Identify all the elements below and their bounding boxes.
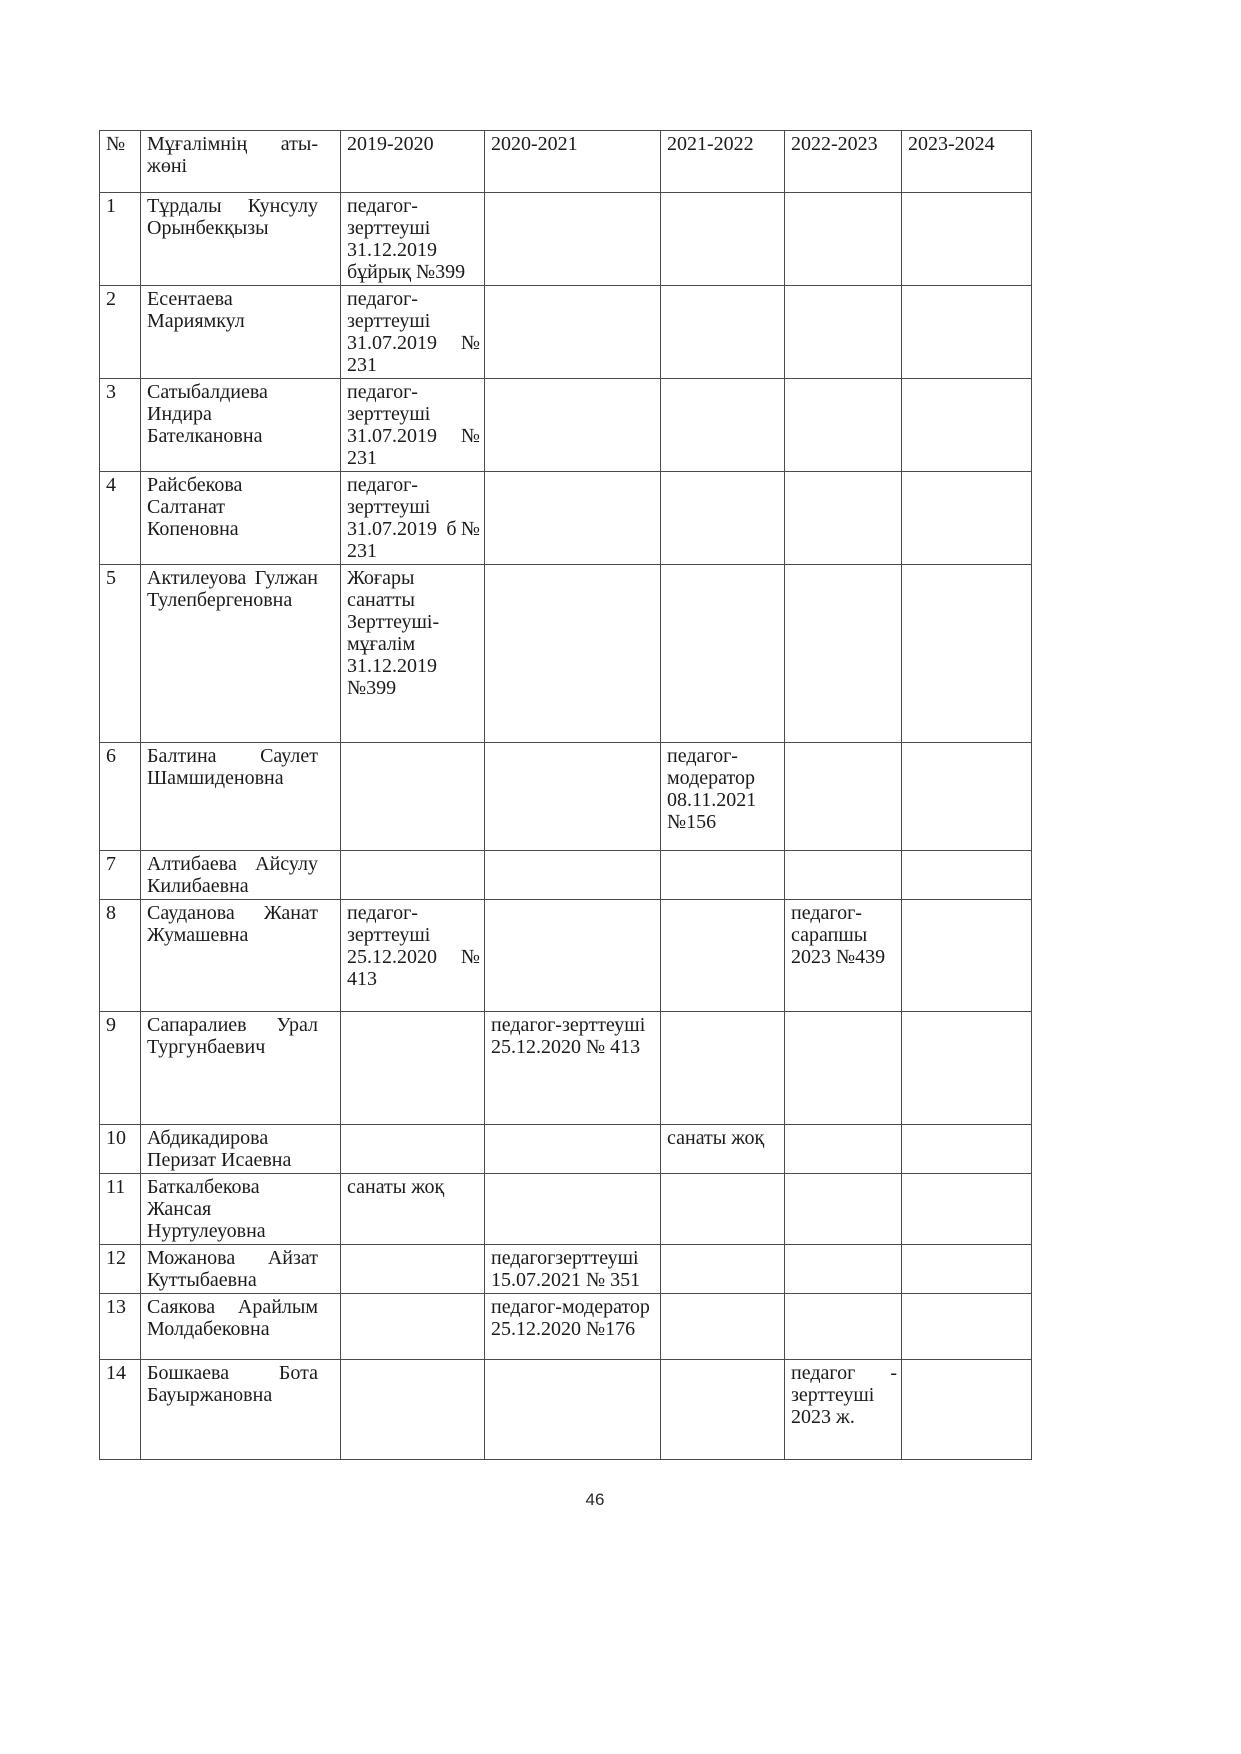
row-number-cell: 14: [100, 1360, 141, 1460]
year-2019-2020-cell: [341, 1294, 485, 1360]
table-row: [100, 472, 1032, 565]
table-row: [100, 193, 1032, 286]
row-number-cell: 4: [100, 472, 141, 565]
table-row: [100, 379, 1032, 472]
year-2022-2023-cell: [785, 1012, 902, 1125]
year-2023-2024-cell: [902, 900, 1032, 1012]
year-2022-2023-cell: [785, 565, 902, 743]
teacher-name-cell: Абдикадирова Перизат Исаевна: [141, 1125, 341, 1174]
row-number-cell: 10: [100, 1125, 141, 1174]
year-2019-2020-cell: [341, 1125, 485, 1174]
year-2019-2020-cell: педагог-зерттеуші 31.07.2019 № 231: [341, 286, 485, 379]
year-2019-2020-cell: Жоғары санатты Зерттеуші-мұғалім 31.12.2019 №399: [341, 565, 485, 743]
table-row: [100, 743, 1032, 851]
teacher-name-cell: Тұрдалы Кунсулу Орынбекқызы: [141, 193, 341, 286]
row-number-cell: 9: [100, 1012, 141, 1125]
year-2021-2022-cell: [661, 565, 785, 743]
table-row: [100, 565, 1032, 743]
year-2022-2023-cell: [785, 1245, 902, 1294]
table-row: [100, 1012, 1032, 1125]
year-2020-2021-cell: [485, 472, 661, 565]
header-cell-teacher-name: Мұғалімнің аты-жөні: [141, 131, 341, 193]
teacher-name-cell: Алтибаева Айсулу Килибаевна: [141, 851, 341, 900]
row-number-cell: 2: [100, 286, 141, 379]
year-2020-2021-cell: [485, 900, 661, 1012]
year-2019-2020-cell: [341, 743, 485, 851]
year-2019-2020-cell: педагог-зерттеуші 31.07.2019 б№ 231: [341, 472, 485, 565]
year-2020-2021-cell: [485, 565, 661, 743]
year-2020-2021-cell: [485, 1174, 661, 1245]
year-2020-2021-cell: педагогзерттеуші 15.07.2021 № 351: [485, 1245, 661, 1294]
year-2023-2024-cell: [902, 1125, 1032, 1174]
row-number-cell: 11: [100, 1174, 141, 1245]
year-2021-2022-cell: [661, 193, 785, 286]
year-2023-2024-cell: [902, 1294, 1032, 1360]
teacher-name-cell: Райсбекова Салтанат Копеновна: [141, 472, 341, 565]
year-2020-2021-cell: [485, 193, 661, 286]
row-number-cell: 3: [100, 379, 141, 472]
row-number-cell: 5: [100, 565, 141, 743]
teacher-name-cell: Балтина Саулет Шамшиденовна: [141, 743, 341, 851]
year-2020-2021-cell: педагог-зерттеуші 25.12.2020 № 413: [485, 1012, 661, 1125]
row-number-cell: 8: [100, 900, 141, 1012]
year-2019-2020-cell: [341, 1360, 485, 1460]
year-2022-2023-cell: [785, 851, 902, 900]
year-2020-2021-cell: [485, 743, 661, 851]
teacher-name-cell: Саякова Арайлым Молдабековна: [141, 1294, 341, 1360]
row-number-cell: 6: [100, 743, 141, 851]
year-2020-2021-cell: [485, 1125, 661, 1174]
row-number-cell: 1: [100, 193, 141, 286]
year-2022-2023-cell: педагог-сарапшы 2023 №439: [785, 900, 902, 1012]
year-2021-2022-cell: [661, 1012, 785, 1125]
year-2023-2024-cell: [902, 472, 1032, 565]
year-2019-2020-cell: педагог-зерттеуші 31.07.2019 № 231: [341, 379, 485, 472]
year-2020-2021-cell: [485, 286, 661, 379]
year-2019-2020-cell: санаты жоқ: [341, 1174, 485, 1245]
table-row: [100, 1174, 1032, 1245]
table-row: [100, 1245, 1032, 1294]
year-2021-2022-cell: [661, 1174, 785, 1245]
year-2023-2024-cell: [902, 565, 1032, 743]
year-2021-2022-cell: педагог-модератор 08.11.2021 №156: [661, 743, 785, 851]
year-2023-2024-cell: [902, 1360, 1032, 1460]
header-cell-2021-2022: 2021-2022: [661, 131, 785, 193]
table-row: [100, 1294, 1032, 1360]
year-2023-2024-cell: [902, 1245, 1032, 1294]
year-2019-2020-cell: [341, 851, 485, 900]
header-cell-2019-2020: 2019-2020: [341, 131, 485, 193]
teacher-name-cell: Актилеуова Гулжан Тулепбергеновна: [141, 565, 341, 743]
year-2021-2022-cell: [661, 286, 785, 379]
year-2022-2023-cell: [785, 1174, 902, 1245]
table-body: [100, 193, 1032, 1460]
header-cell-number: №: [100, 131, 141, 193]
year-2019-2020-cell: [341, 1012, 485, 1125]
year-2022-2023-cell: [785, 472, 902, 565]
year-2021-2022-cell: [661, 472, 785, 565]
year-2023-2024-cell: [902, 379, 1032, 472]
year-2023-2024-cell: [902, 743, 1032, 851]
year-2019-2020-cell: [341, 1245, 485, 1294]
year-2019-2020-cell: педагог-зерттеуші 31.12.2019 бұйрық №399: [341, 193, 485, 286]
year-2022-2023-cell: [785, 379, 902, 472]
year-2023-2024-cell: [902, 1012, 1032, 1125]
year-2022-2023-cell: [785, 286, 902, 379]
year-2021-2022-cell: [661, 1360, 785, 1460]
year-2021-2022-cell: [661, 379, 785, 472]
header-cell-2023-2024: 2023-2024: [902, 131, 1032, 193]
page-number: 46: [585, 1490, 605, 1509]
year-2020-2021-cell: [485, 851, 661, 900]
year-2020-2021-cell: [485, 1360, 661, 1460]
year-2022-2023-cell: [785, 193, 902, 286]
year-2021-2022-cell: санаты жоқ: [661, 1125, 785, 1174]
table-row: [100, 900, 1032, 1012]
year-2023-2024-cell: [902, 851, 1032, 900]
year-2020-2021-cell: педагог-модератор 25.12.2020 №176: [485, 1294, 661, 1360]
header-cell-2020-2021: 2020-2021: [485, 131, 661, 193]
year-2022-2023-cell: [785, 1125, 902, 1174]
year-2022-2023-cell: педагог - зерттеуші 2023 ж.: [785, 1360, 902, 1460]
teacher-name-cell: Сапаралиев Урал Тургунбаевич: [141, 1012, 341, 1125]
table-row: [100, 1360, 1032, 1460]
year-2021-2022-cell: [661, 900, 785, 1012]
year-2023-2024-cell: [902, 193, 1032, 286]
year-2021-2022-cell: [661, 851, 785, 900]
teacher-name-cell: Сатыбалдиева Индира Бателкановна: [141, 379, 341, 472]
year-2019-2020-cell: педагог-зерттеуші 25.12.2020 № 413: [341, 900, 485, 1012]
year-2023-2024-cell: [902, 1174, 1032, 1245]
teacher-name-cell: Есентаева Мариямкул: [141, 286, 341, 379]
teacher-name-cell: Баткалбекова Жансая Нуртулеуовна: [141, 1174, 341, 1245]
teacher-qualification-table: [99, 130, 1032, 1460]
table-header-row: [100, 131, 1032, 193]
header-cell-2022-2023: 2022-2023: [785, 131, 902, 193]
row-number-cell: 7: [100, 851, 141, 900]
table-row: [100, 286, 1032, 379]
year-2021-2022-cell: [661, 1245, 785, 1294]
teacher-name-cell: Сауданова Жанат Жумашевна: [141, 900, 341, 1012]
year-2020-2021-cell: [485, 379, 661, 472]
year-2022-2023-cell: [785, 1294, 902, 1360]
table-row: [100, 1125, 1032, 1174]
year-2023-2024-cell: [902, 286, 1032, 379]
row-number-cell: 12: [100, 1245, 141, 1294]
row-number-cell: 13: [100, 1294, 141, 1360]
teacher-name-cell: Можанова Айзат Куттыбаевна: [141, 1245, 341, 1294]
table-row: [100, 851, 1032, 900]
teacher-name-cell: Бошкаева Бота Бауыржановна: [141, 1360, 341, 1460]
year-2021-2022-cell: [661, 1294, 785, 1360]
year-2022-2023-cell: [785, 743, 902, 851]
